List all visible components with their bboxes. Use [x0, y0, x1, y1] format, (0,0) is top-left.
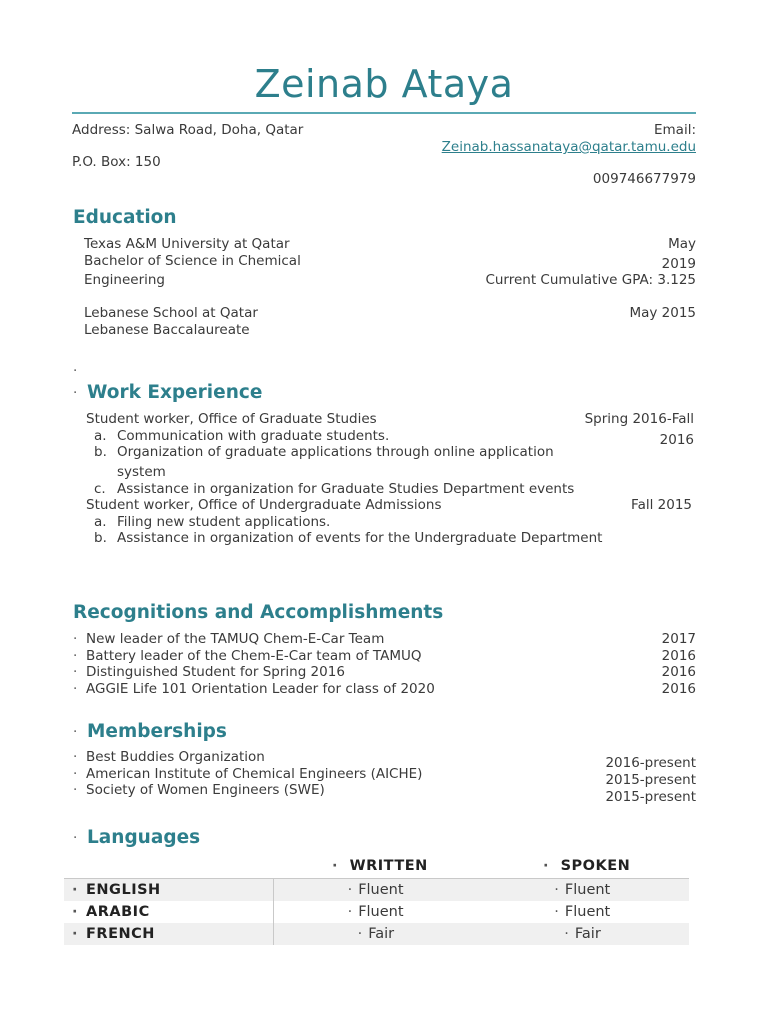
education-date: 2019 [661, 256, 696, 272]
recognitions-heading: Recognitions and Accomplishments [73, 602, 444, 623]
bullet-marker: · [73, 724, 78, 740]
job-title: Student worker, Office of Graduate Studies [86, 411, 377, 427]
job-date: Spring 2016-Fall [584, 411, 694, 427]
education-degree: Lebanese Baccalaureate [84, 322, 250, 338]
spoken-label: SPOKEN [560, 858, 631, 874]
header-divider [72, 112, 696, 114]
bullet-marker: · [73, 749, 78, 765]
job-date: 2016 [659, 432, 694, 448]
written-level: Fair [368, 926, 395, 942]
phone-number: 009746677979 [592, 171, 696, 187]
work-heading: Work Experience [87, 382, 263, 403]
written-cell [273, 901, 481, 923]
column-header-written [332, 858, 428, 874]
recognition-item: AGGIE Life 101 Orientation Leader for class of 2020 [86, 681, 435, 697]
memberships-heading: Memberships [87, 721, 227, 742]
education-date: May 2015 [629, 305, 696, 321]
bullet-marker: · [73, 363, 78, 379]
duty-text: Assistance in organization of events for the Undergraduate Department [117, 530, 603, 546]
bullet-marker: · [72, 904, 79, 920]
recognition-year: 2016 [661, 681, 696, 697]
bullet-marker: · [72, 926, 79, 942]
bullet-marker: · [73, 681, 78, 697]
education-gpa: Current Cumulative GPA: 3.125 [485, 272, 696, 288]
table-row [64, 923, 689, 945]
resume-name: Zeinab Ataya [254, 62, 514, 106]
bullet-marker: · [73, 664, 78, 680]
language-cell [64, 901, 273, 923]
recognition-year: 2017 [661, 631, 696, 647]
recognition-year: 2016 [661, 664, 696, 680]
written-cell [273, 923, 481, 945]
written-level: Fluent [358, 904, 404, 920]
duty-marker: b. [94, 444, 107, 460]
recognition-item: New leader of the TAMUQ Chem-E-Car Team [86, 631, 385, 647]
languages-table [64, 878, 689, 945]
education-school: Lebanese School at Qatar [84, 305, 258, 321]
language-cell [64, 923, 273, 945]
bullet-marker: · [554, 904, 559, 920]
spoken-cell [481, 901, 689, 923]
bullet-marker: · [73, 782, 78, 798]
languages-heading: Languages [87, 827, 201, 848]
language-cell [64, 879, 273, 902]
email-label: Email: [653, 122, 696, 138]
duty-text: Organization of graduate applications through online application [117, 444, 554, 460]
bullet-marker: · [347, 882, 353, 898]
membership-date: 2015-present [605, 772, 696, 788]
bullet-marker: · [73, 648, 78, 664]
language-name: FRENCH [86, 926, 155, 942]
table-row [64, 901, 689, 923]
membership-item: American Institute of Chemical Engineers (AICHE) [86, 766, 423, 782]
education-heading: Education [73, 207, 177, 228]
education-degree: Engineering [84, 272, 165, 288]
bullet-marker: · [357, 926, 363, 942]
job-title: Student worker, Office of Undergraduate Admissions [86, 497, 442, 513]
bullet-marker: · [73, 631, 78, 647]
bullet-marker: · [73, 830, 78, 846]
language-name: ENGLISH [86, 882, 161, 898]
bullet-marker: · [73, 385, 78, 401]
duty-marker: b. [94, 530, 107, 546]
recognition-year: 2016 [661, 648, 696, 664]
spoken-cell [481, 923, 689, 945]
po-box-line: P.O. Box: 150 [72, 154, 161, 170]
table-row [64, 879, 689, 902]
duty-marker: a. [94, 428, 107, 444]
duty-text: Filing new student applications. [117, 514, 331, 530]
spoken-level: Fair [574, 926, 601, 942]
education-date: May [668, 236, 696, 252]
duty-text: Communication with graduate students. [117, 428, 390, 444]
bullet-marker: · [564, 926, 569, 942]
duty-marker: c. [94, 481, 106, 497]
spoken-level: Fluent [564, 904, 611, 920]
email-link[interactable]: Zeinab.hassanataya@qatar.tamu.edu [441, 139, 696, 155]
spoken-level: Fluent [564, 882, 611, 898]
bullet-marker: · [543, 858, 550, 874]
membership-date: 2015-present [605, 789, 696, 805]
duty-text: Assistance in organization for Graduate Studies Department events [117, 481, 575, 497]
address-line: Address: Salwa Road, Doha, Qatar [72, 122, 304, 138]
bullet-marker: · [347, 904, 353, 920]
membership-item: Society of Women Engineers (SWE) [86, 782, 325, 798]
written-level: Fluent [358, 882, 404, 898]
duty-text: system [117, 464, 166, 480]
bullet-marker: · [332, 858, 339, 874]
membership-date: 2016-present [605, 755, 696, 771]
written-label: WRITTEN [349, 858, 428, 874]
column-header-spoken [543, 858, 630, 874]
bullet-marker: · [73, 766, 78, 782]
written-cell [273, 879, 481, 902]
duty-marker: a. [94, 514, 107, 530]
language-name: ARABIC [86, 904, 150, 920]
education-degree: Bachelor of Science in Chemical [84, 253, 301, 269]
spoken-cell [481, 879, 689, 902]
job-date: Fall 2015 [631, 497, 692, 513]
bullet-marker: · [554, 882, 559, 898]
recognition-item: Distinguished Student for Spring 2016 [86, 664, 345, 680]
recognition-item: Battery leader of the Chem-E-Car team of TAMUQ [86, 648, 422, 664]
membership-item: Best Buddies Organization [86, 749, 265, 765]
bullet-marker: · [72, 882, 79, 898]
education-school: Texas A&M University at Qatar [84, 236, 290, 252]
